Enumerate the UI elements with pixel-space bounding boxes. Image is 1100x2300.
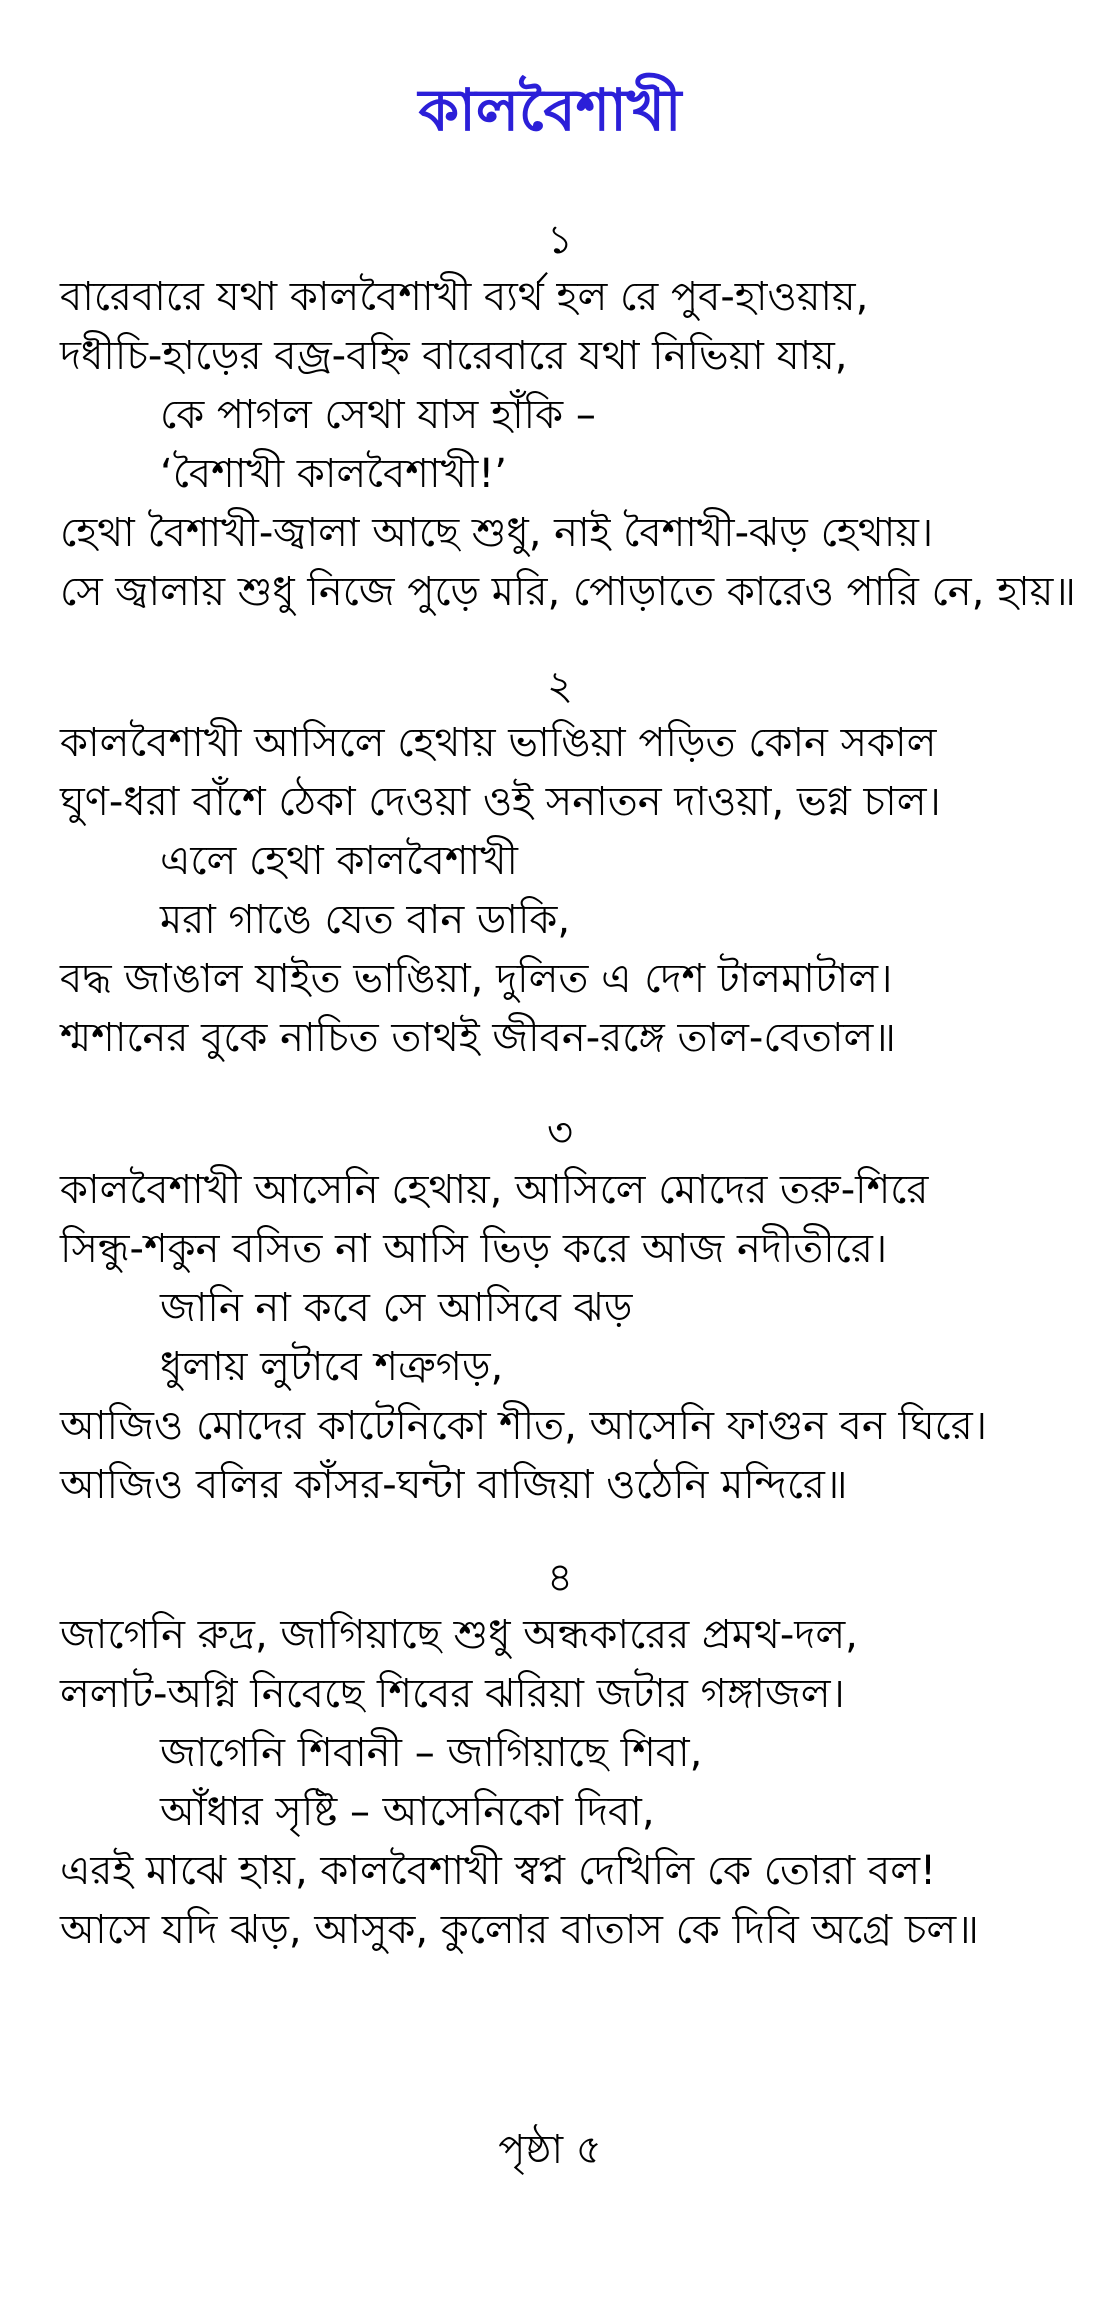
verse-line-indented: এলে হেথা কালবৈশাখী (160, 838, 518, 884)
stanza-number: ৪ (547, 1555, 573, 1601)
verse-line-indented: জানি না কবে সে আসিবে ঝড় (160, 1285, 633, 1331)
stanza-number: ২ (546, 663, 573, 709)
verse-line: শ্মশানের বুকে নাচিত তাথই জীবন-রঙ্গে তাল-বেতাল॥ (60, 1015, 896, 1061)
verse-line: ঘুণ-ধরা বাঁশে ঠেকা দেওয়া ওই সনাতন দাওয়া, ভগ্ন চাল। (60, 779, 941, 825)
verse-line: এরই মাঝে হায়, কালবৈশাখী স্বপ্ন দেখিলি কে তোরা বল! (60, 1848, 937, 1894)
verse-line-indented: আঁধার সৃষ্টি – আসেনিকো দিবা, (160, 1789, 655, 1835)
stanza-1 (60, 212, 1076, 622)
verse-line: দধীচি-হাড়ের বজ্র-বহ্নি বারেবারে যথা নিভিয়া যায়, (60, 333, 848, 379)
verse-line: ললাট-অগ্নি নিবেছে শিবের ঝরিয়া জটার গঙ্গাজল। (60, 1671, 845, 1717)
verse-line-indented: ‘বৈশাখী কালবৈশাখী!’ (160, 451, 508, 497)
verse-line: সে জ্বালায় শুধু নিজে পুড়ে মরি, পোড়াতে কারেও পারি নে, হায়॥ (60, 569, 1076, 615)
stanza-2 (60, 658, 1060, 1068)
stanza-4 (60, 1550, 1060, 1960)
verse-line: আজিও বলির কাঁসর-ঘন্টা বাজিয়া ওঠেনি মন্দিরে॥ (60, 1462, 848, 1508)
verse-line: বদ্ধ জাঙাল যাইত ভাঙিয়া, দুলিত এ দেশ টালমাটাল। (60, 956, 893, 1002)
verse-line-indented: মরা গাঙে যেত বান ডাকি, (160, 897, 571, 943)
verse-line: হেথা বৈশাখী-জ্বালা আছে শুধু, নাই বৈশাখী-ঝড় হেথায়। (60, 510, 934, 556)
verse-line: সিন্ধু-শকুন বসিত না আসি ভিড় করে আজ নদীতীরে। (60, 1226, 888, 1272)
verse-line-indented: কে পাগল সেথা যাস হাঁকি – (160, 392, 596, 438)
verse-line: কালবৈশাখী আসিলে হেথায় ভাঙিয়া পড়িত কোন সকাল (60, 720, 937, 766)
verse-line: আসে যদি ঝড়, আসুক, কুলোর বাতাস কে দিবি অগ্রে চল॥ (60, 1907, 979, 1953)
verse-line: কালবৈশাখী আসেনি হেথায়, আসিলে মোদের তরু-শিরে (60, 1167, 929, 1213)
verse-line: বারেবারে যথা কালবৈশাখী ব্যর্থ হল রে পুব-হাওয়ায়, (60, 274, 869, 320)
verse-line: জাগেনি রুদ্র, জাগিয়াছে শুধু অন্ধকারের প্রমথ-দল, (60, 1612, 858, 1658)
page-number: পৃষ্ঠা ৫ (498, 2127, 602, 2173)
poem-title: কালবৈশাখী (418, 76, 682, 144)
verse-line-indented: জাগেনি শিবানী – জাগিয়াছে শিবা, (160, 1730, 703, 1776)
stanza-number: ১ (547, 217, 573, 263)
verse-line: আজিও মোদের কাটেনিকো শীত, আসেনি ফাগুন বন ঘিরে। (60, 1403, 988, 1449)
stanza-3 (60, 1105, 1060, 1515)
verse-line-indented: ধুলায় লুটাবে শত্রুগড়, (160, 1344, 504, 1390)
stanza-number: ৩ (546, 1110, 573, 1156)
